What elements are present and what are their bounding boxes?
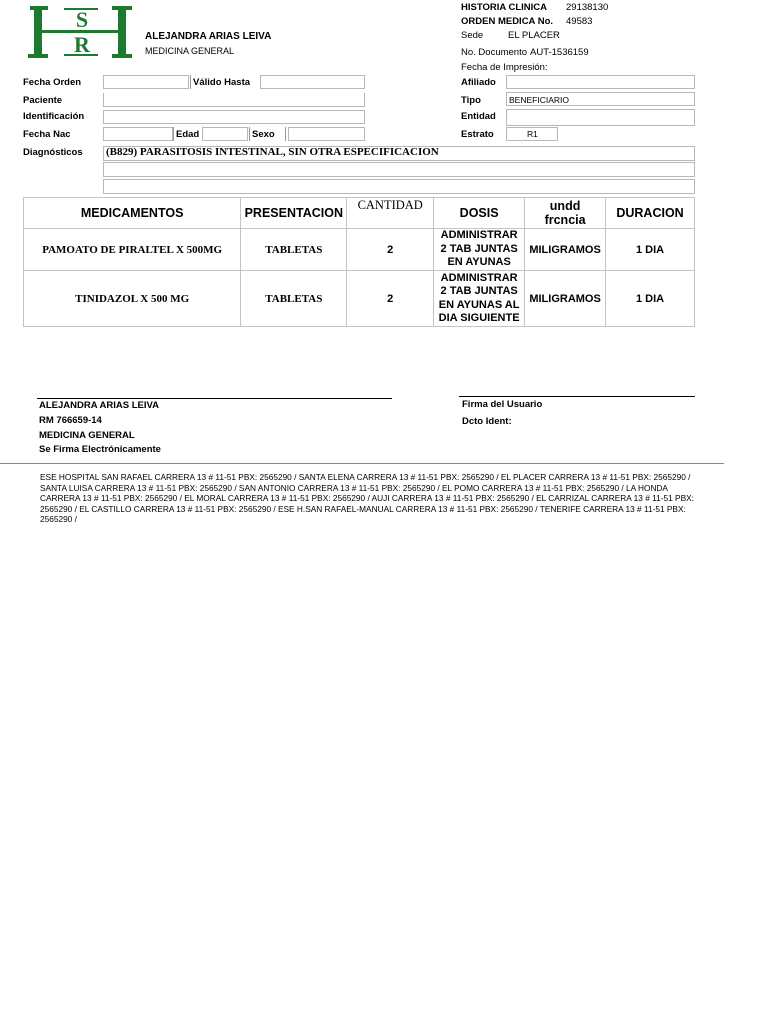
fecha-impresion-label: Fecha de Impresión:: [461, 62, 548, 73]
table-header-row: [24, 198, 695, 229]
row1-presentacion: TABLETAS: [241, 229, 347, 271]
sede-value: EL PLACER: [508, 30, 560, 41]
table-row: [24, 229, 695, 271]
edad-divider: [173, 127, 174, 141]
row2-cantidad: 2: [347, 271, 434, 327]
signature-rm: RM 766659-14: [39, 415, 102, 426]
entidad-label: Entidad: [461, 111, 496, 122]
diagnostico-value: (B829) PARASITOSIS INTESTINAL, SIN OTRA ESPECIFICACION: [106, 146, 439, 158]
row1-dosis-line: 2 TAB JUNTAS: [440, 242, 518, 255]
medications-table: [23, 197, 695, 327]
sexo-label: Sexo: [252, 129, 275, 140]
row1-dosis-line: EN AYUNAS: [447, 256, 511, 269]
logo-letter-r: R: [74, 32, 90, 57]
hsr-logo-graphic: [24, 6, 136, 58]
fecha-orden-label: Fecha Orden: [23, 77, 82, 88]
col-undd-frcncia: [525, 198, 606, 229]
edad-label: Edad: [176, 129, 200, 140]
documento-value: AUT-1536159: [530, 47, 589, 58]
row2-unidad: MILIGRAMOS: [525, 271, 606, 327]
tipo-label: Tipo: [461, 95, 481, 106]
col-duracion: DURACION: [606, 198, 695, 229]
afiliado-field: [506, 75, 695, 89]
doctor-signature-line: [37, 398, 392, 399]
row1-dosis: [434, 229, 525, 271]
row2-dosis: [434, 271, 525, 327]
valido-hasta-field: [260, 75, 365, 89]
row1-duracion: 1 DIA: [606, 229, 695, 271]
paciente-field: [103, 93, 365, 107]
row2-medicamento: TINIDAZOL X 500 MG: [24, 271, 241, 327]
estrato-value: R1: [527, 129, 538, 139]
row2-dosis-line: 2 TAB JUNTAS: [440, 285, 518, 297]
sexo-field-divider: [285, 127, 286, 141]
footer-divider: [0, 463, 724, 464]
fecha-nac-label: Fecha Nac: [23, 129, 71, 140]
orden-medica-label: ORDEN MEDICA No.: [461, 16, 554, 27]
hospital-logo: [24, 6, 136, 58]
identificacion-field: [103, 110, 365, 124]
dcto-ident-label: Dcto Ident:: [462, 416, 512, 427]
sexo-divider: [249, 127, 250, 141]
sede-label: Sede: [461, 30, 484, 41]
orden-medica-value: 49583: [566, 16, 593, 27]
row1-medicamento: PAMOATO DE PIRALTEL X 500MG: [24, 229, 241, 271]
col-presentacion: PRESENTACION: [241, 198, 347, 229]
signature-specialty: MEDICINA GENERAL: [39, 430, 135, 441]
historia-clinica-label: HISTORIA CLINICA: [461, 2, 548, 13]
col-undd-line2: frcncia: [544, 213, 586, 227]
col-undd-line1: undd: [549, 199, 581, 213]
afiliado-label: Afiliado: [461, 77, 496, 88]
specialty-header: MEDICINA GENERAL: [145, 46, 235, 56]
identificacion-label: Identificación: [23, 111, 85, 122]
col-medicamentos: MEDICAMENTOS: [24, 198, 241, 229]
tipo-value: BENEFICIARIO: [509, 95, 569, 105]
signature-doctor-name: ALEJANDRA ARIAS LEIVA: [39, 400, 159, 411]
col-dosis: DOSIS: [434, 198, 525, 229]
row1-cantidad: 2: [347, 229, 434, 271]
valido-hasta-label: Válido Hasta: [193, 77, 251, 88]
row2-duracion: 1 DIA: [606, 271, 695, 327]
logo-letter-s: S: [75, 7, 89, 32]
edad-field: [202, 127, 248, 141]
row2-presentacion: TABLETAS: [241, 271, 347, 327]
diagnostico-field-3: [103, 179, 695, 194]
col-cantidad: CANTIDAD: [347, 198, 434, 229]
entidad-field: [506, 109, 695, 126]
estrato-label: Estrato: [461, 129, 494, 140]
row2-dosis-line: DIA SIGUIENTE: [438, 312, 520, 324]
row1-unidad: MILIGRAMOS: [525, 229, 606, 271]
diagnosticos-label: Diagnósticos: [23, 147, 83, 158]
logo-dot: .: [119, 40, 122, 49]
row2-dosis-line: ADMINISTRAR: [440, 271, 518, 284]
sexo-field: [288, 127, 365, 141]
fecha-orden-field: [103, 75, 189, 89]
fecha-nac-field: [103, 127, 173, 141]
diagnostico-field-2: [103, 162, 695, 177]
paciente-label: Paciente: [23, 95, 63, 106]
valido-hasta-divider: [190, 75, 191, 89]
footer-addresses: ESE HOSPITAL SAN RAFAEL CARRERA 13 # 11-51 PBX: 2565290 / SANTA ELENA CARRERA 13 # 11-51 PBX: 2565290 / EL PLACER CARRERA 13 # 11-51 PBX: 2565290 / SANTA LUISA CARRERA 13 # 11-51 PBX: 2565290 / SAN ANTONIO CARRERA 13 # 11-51 PBX: 2565290 / EL POMO CARRERA 13 # 11-51 PBX: 2565290 / LA HONDA CARRERA 13 # 11-51 PBX: 2565290 / EL MORAL CARRERA 13 # 11-51 PBX: 2565290 / AUJI CARRERA 13 # 11-51 PBX: 2565290 / EL CARRIZAL CARRERA 13 # 11-51 PBX: 2565290 / EL CASTILLO CARRERA 13 # 11-51 PBX: 2565290 / ESE H.SAN RAFAEL-MANUAL CARRERA 13 # 11-51 PBX: 2565290 / TENERIFE CARRERA 13 # 11-51 PBX: 2565290 /: [40, 472, 694, 525]
historia-clinica-value: 29138130: [566, 2, 609, 13]
table-row: [24, 271, 695, 327]
doctor-name-header: ALEJANDRA ARIAS LEIVA: [145, 31, 272, 42]
signature-electronic: Se Firma Electrónicamente: [39, 444, 161, 455]
row2-dosis-line: EN AYUNAS AL: [438, 298, 520, 311]
row1-dosis-line: ADMINISTRAR: [440, 229, 518, 242]
user-signature-line: [459, 396, 695, 397]
firma-usuario-label: Firma del Usuario: [462, 399, 543, 410]
documento-label: No. Documento: [461, 47, 528, 58]
